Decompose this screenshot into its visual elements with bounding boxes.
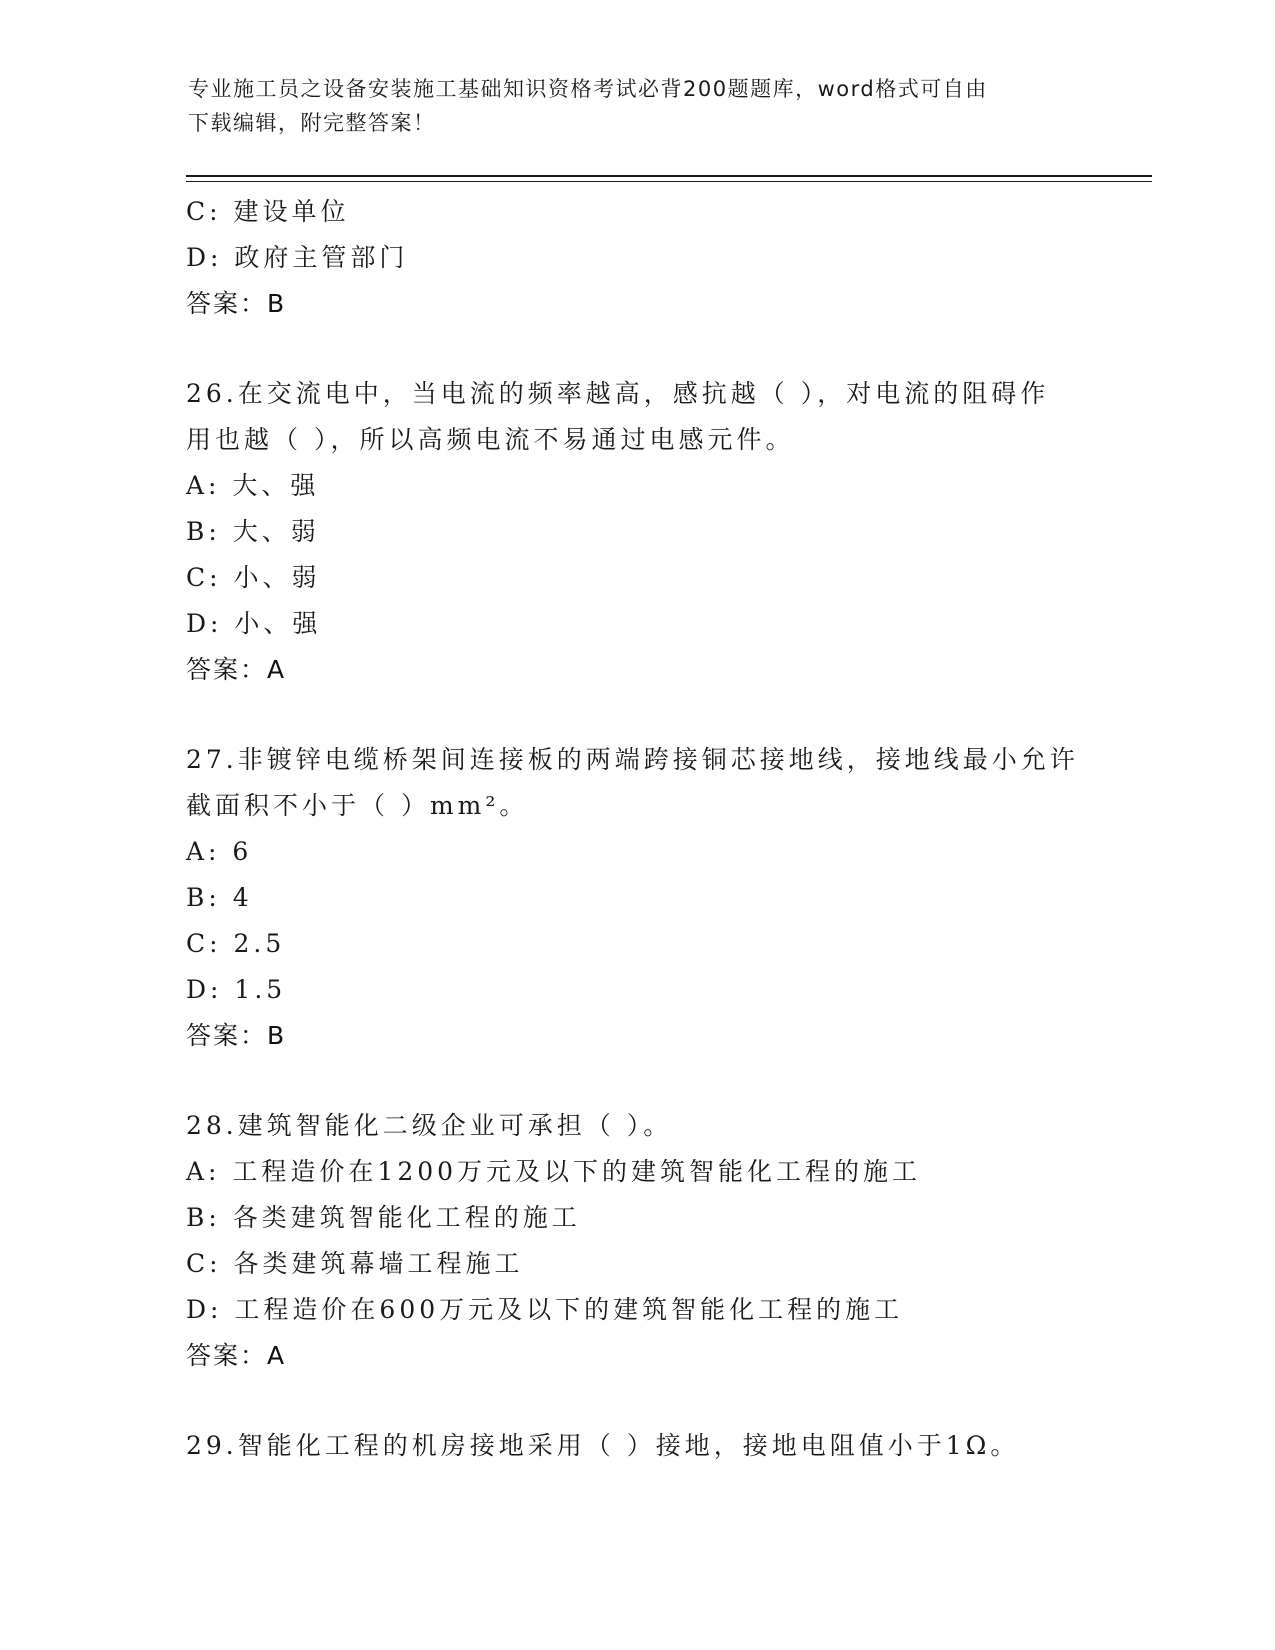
option-c: C: 2.5 xyxy=(186,929,286,958)
answer-line: 答案：B xyxy=(186,1021,287,1050)
option-d: D: 1.5 xyxy=(186,975,287,1004)
answer-line: 答案：A xyxy=(186,655,287,684)
option-d: D: 小、强 xyxy=(186,609,322,638)
spacer xyxy=(186,1379,1086,1423)
question-stem-line-2: 截面积不小于（ ）mm²。 xyxy=(186,791,529,820)
option-d: D: 政府主管部门 xyxy=(186,243,409,272)
answer-line: 答案：A xyxy=(186,1341,287,1370)
option-b: B: 大、弱 xyxy=(186,517,320,546)
question-stem-line-1: 27.非镀锌电缆桥架间连接板的两端跨接铜芯接地线，接地线最小允许 xyxy=(186,745,1079,774)
option-c: C: 各类建筑幕墙工程施工 xyxy=(186,1249,524,1278)
option-d: D: 工程造价在600万元及以下的建筑智能化工程的施工 xyxy=(186,1295,904,1324)
header-divider-thin xyxy=(186,181,1152,182)
question-26 xyxy=(186,371,1086,693)
option-a: A: 6 xyxy=(186,837,253,866)
option-b: B: 4 xyxy=(186,883,253,912)
question-29 xyxy=(186,1423,1086,1469)
document-header xyxy=(188,72,1068,140)
question-stem-line-1: 26.在交流电中，当电流的频率越高，感抗越（ ），对电流的阻碍作 xyxy=(186,379,1050,408)
spacer xyxy=(186,1059,1086,1103)
header-line-2: 下载编辑，附完整答案！ xyxy=(188,111,436,135)
option-c: C: 小、弱 xyxy=(186,563,321,592)
question-28 xyxy=(186,1103,1086,1379)
spacer xyxy=(186,693,1086,737)
option-a: A: 工程造价在1200万元及以下的建筑智能化工程的施工 xyxy=(186,1157,922,1186)
header-divider-thick xyxy=(186,175,1152,177)
question-stem-line-1: 28.建筑智能化二级企业可承担（ ）。 xyxy=(186,1111,673,1140)
option-c: C: 建设单位 xyxy=(186,197,350,226)
spacer xyxy=(186,327,1086,371)
question-stem-line-1: 29.智能化工程的机房接地采用（ ）接地，接地电阻值小于1Ω。 xyxy=(186,1431,1020,1460)
question-25 xyxy=(186,189,1086,327)
question-list xyxy=(186,189,1086,1469)
question-27 xyxy=(186,737,1086,1059)
answer-line: 答案：B xyxy=(186,289,287,318)
option-b: B: 各类建筑智能化工程的施工 xyxy=(186,1203,581,1232)
option-a: A: 大、强 xyxy=(186,471,320,500)
question-stem-line-2: 用也越（ ），所以高频电流不易通过电感元件。 xyxy=(186,425,795,454)
header-line-1: 专业施工员之设备安装施工基础知识资格考试必背200题题库，word格式可自由 xyxy=(188,77,988,101)
